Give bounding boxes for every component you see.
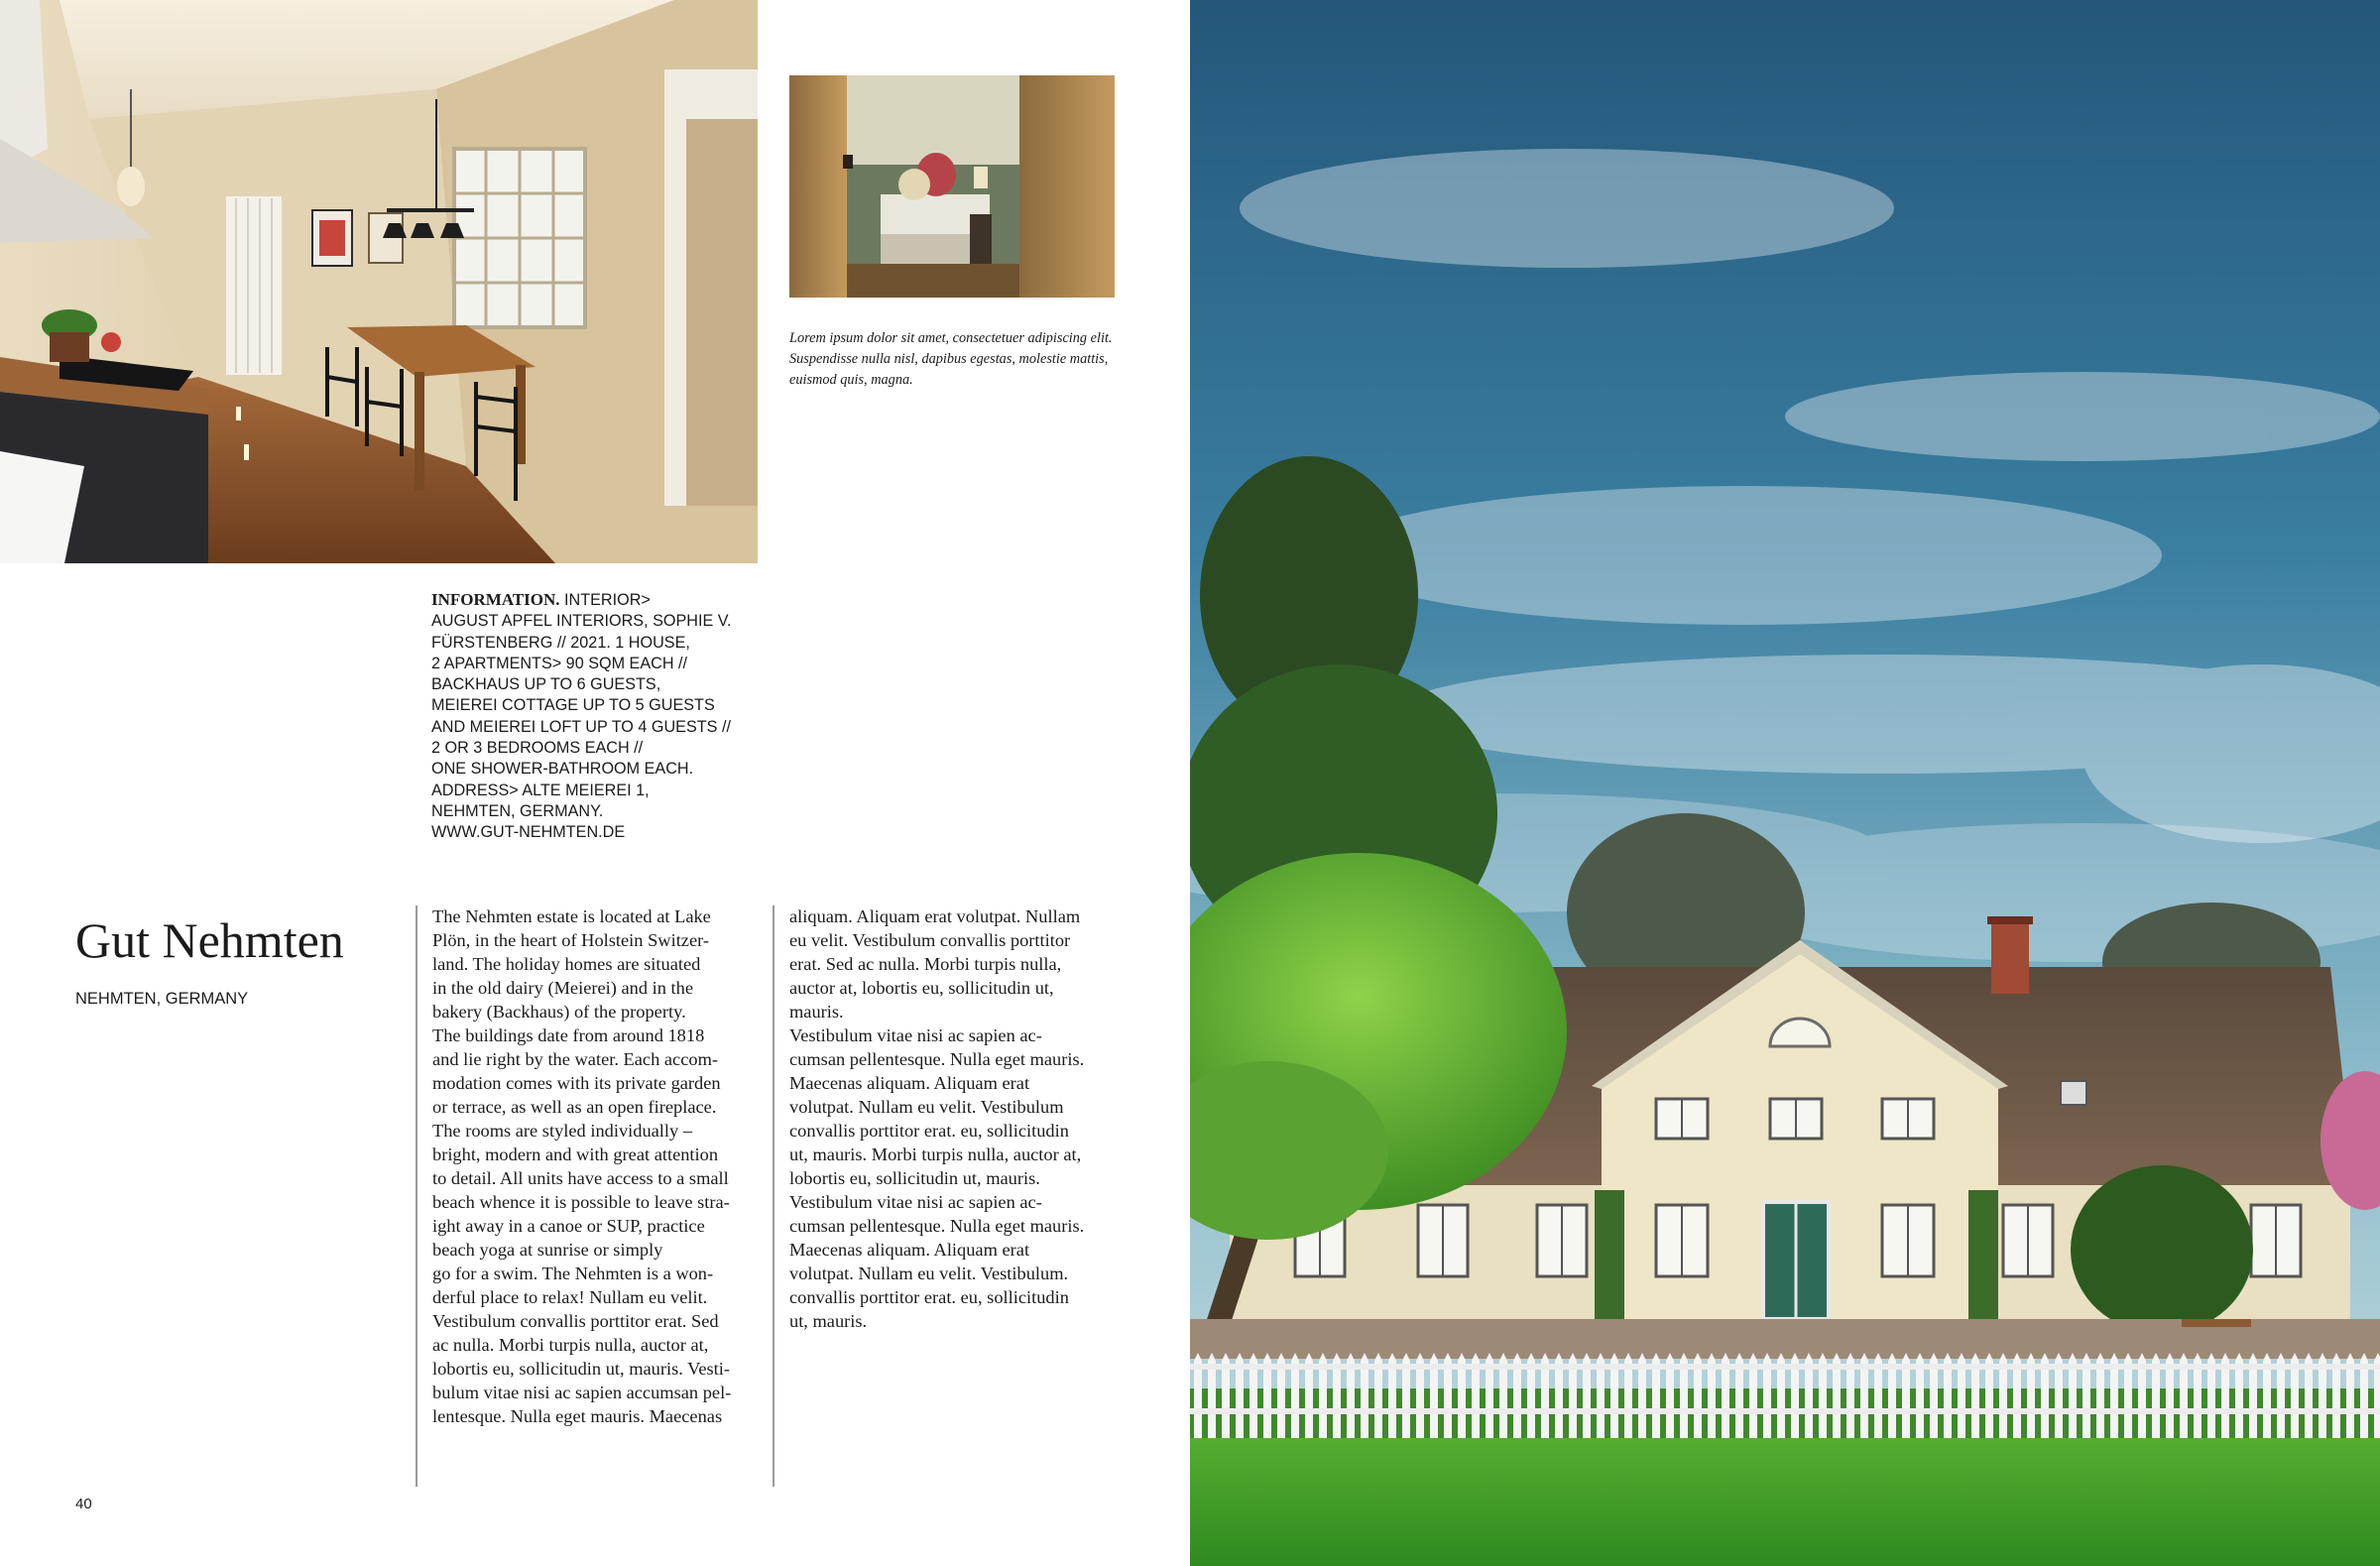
- body-text-line: auctor at, lobortis eu, sollicitudin ut,: [789, 978, 1054, 998]
- body-text-line: convallis porttitor erat. eu, sollicitudin: [789, 1121, 1069, 1141]
- body-text-line: and lie right by the water. Each accom-: [432, 1049, 718, 1069]
- information-line: FÜRSTENBERG // 2021. 1 HOUSE,: [431, 633, 690, 652]
- body-text-line: beach yoga at sunrise or simply: [432, 1240, 663, 1260]
- information-line: 2 OR 3 BEDROOMS EACH //: [431, 739, 644, 758]
- body-text-line: mauris.: [789, 1002, 844, 1022]
- body-text-line: Plön, in the heart of Holstein Switzer-: [432, 930, 710, 950]
- page-number: 40: [75, 1496, 92, 1512]
- information-line: ADDRESS> ALTE MEIEREI 1,: [431, 781, 650, 799]
- body-text-line: volutpat. Nullam eu velit. Vestibulum: [789, 1097, 1064, 1117]
- body-text-line: modation comes with its private garden: [432, 1073, 721, 1093]
- information-line: BACKHAUS UP TO 6 GUESTS,: [431, 675, 661, 694]
- information-block: [431, 589, 759, 844]
- information-line: MEIEREI COTTAGE UP TO 5 GUESTS: [431, 696, 715, 715]
- body-text-line: Maecenas aliquam. Aliquam erat: [789, 1240, 1030, 1260]
- body-text-line: in the old dairy (Meierei) and in the: [432, 978, 694, 998]
- body-text-line: ight away in a canoe or SUP, practice: [432, 1216, 705, 1236]
- body-text-line: The rooms are styled individually –: [432, 1121, 693, 1141]
- information-lead: INFORMATION.: [431, 590, 560, 609]
- body-text-line: eu velit. Vestibulum convallis porttitor: [789, 930, 1071, 950]
- body-text-line: lobortis eu, sollicitudin ut, mauris.: [789, 1168, 1040, 1188]
- body-text-line: ut, mauris.: [789, 1311, 868, 1331]
- body-text-line: The Nehmten estate is located at Lake: [432, 906, 711, 926]
- bedroom-doorway-photo: [789, 75, 1115, 298]
- estate-house-photo: [1190, 0, 2380, 1566]
- body-text-line: Maecenas aliquam. Aliquam erat: [789, 1073, 1030, 1093]
- body-text-line: land. The holiday homes are situated: [432, 954, 701, 974]
- information-line: AUGUST APFEL INTERIORS, SOPHIE V.: [431, 612, 732, 631]
- image-caption: Lorem ipsum dolor sit amet, consectetuer adipiscing elit. Suspendisse nulla nisl, dapibus egestas, molestie mattis, euismod quis, magna.: [789, 330, 1113, 388]
- body-text-line: go for a swim. The Nehmten is a won-: [432, 1264, 714, 1283]
- body-text-line: bulum vitae nisi ac sapien accumsan pel-: [432, 1383, 732, 1402]
- body-text-line: beach whence it is possible to leave stra-: [432, 1192, 730, 1212]
- information-line: 2 APARTMENTS> 90 SQM EACH //: [431, 654, 688, 672]
- kitchen-dining-photo: [0, 0, 758, 563]
- body-text-line: lentesque. Nulla eget mauris. Maecenas: [432, 1406, 723, 1426]
- article-title: Gut Nehmten: [75, 912, 344, 968]
- website-link[interactable]: WWW.GUT-NEHMTEN.DE: [431, 823, 626, 842]
- body-text-line: bakery (Backhaus) of the property.: [432, 1002, 686, 1022]
- column-divider: [773, 905, 774, 1487]
- body-text-line: or terrace, as well as an open fireplace.: [432, 1097, 717, 1117]
- body-text-line: derful place to relax! Nullam eu velit.: [432, 1287, 708, 1307]
- body-text-line: Vestibulum convallis porttitor erat. Sed: [432, 1311, 719, 1331]
- body-text-line: bright, modern and with great attention: [432, 1144, 719, 1164]
- information-line: AND MEIEREI LOFT UP TO 4 GUESTS //: [431, 717, 731, 736]
- body-text-line: aliquam. Aliquam erat volutpat. Nullam: [789, 906, 1081, 926]
- body-text-column-2: [789, 904, 1127, 1333]
- body-text-line: Vestibulum vitae nisi ac sapien ac-: [789, 1192, 1042, 1212]
- body-text-line: volutpat. Nullam eu velit. Vestibulum.: [789, 1264, 1069, 1283]
- body-text-line: lobortis eu, sollicitudin ut, mauris. Vesti-: [432, 1359, 731, 1379]
- body-text-line: erat. Sed ac nulla. Morbi turpis nulla,: [789, 954, 1062, 974]
- information-line: NEHMTEN, GERMANY.: [431, 801, 604, 820]
- information-line: INFORMATION. INTERIOR>: [431, 590, 651, 609]
- body-text-line: The buildings date from around 1818: [432, 1025, 705, 1045]
- body-text-line: cumsan pellentesque. Nulla eget mauris.: [789, 1049, 1085, 1069]
- body-text-line: ac nulla. Morbi turpis nulla, auctor at,: [432, 1335, 709, 1355]
- body-text-line: to detail. All units have access to a small: [432, 1168, 729, 1188]
- article-location: NEHMTEN, GERMANY: [75, 990, 249, 1008]
- body-text-line: convallis porttitor erat. eu, sollicitudin: [789, 1287, 1069, 1307]
- column-divider: [416, 905, 417, 1487]
- body-text-line: Vestibulum vitae nisi ac sapien ac-: [789, 1025, 1042, 1045]
- body-text-line: ut, mauris. Morbi turpis nulla, auctor at,: [789, 1144, 1082, 1164]
- body-text-line: cumsan pellentesque. Nulla eget mauris.: [789, 1216, 1085, 1236]
- body-text-column-1: [432, 904, 770, 1428]
- information-line: ONE SHOWER-BATHROOM EACH.: [431, 760, 694, 779]
